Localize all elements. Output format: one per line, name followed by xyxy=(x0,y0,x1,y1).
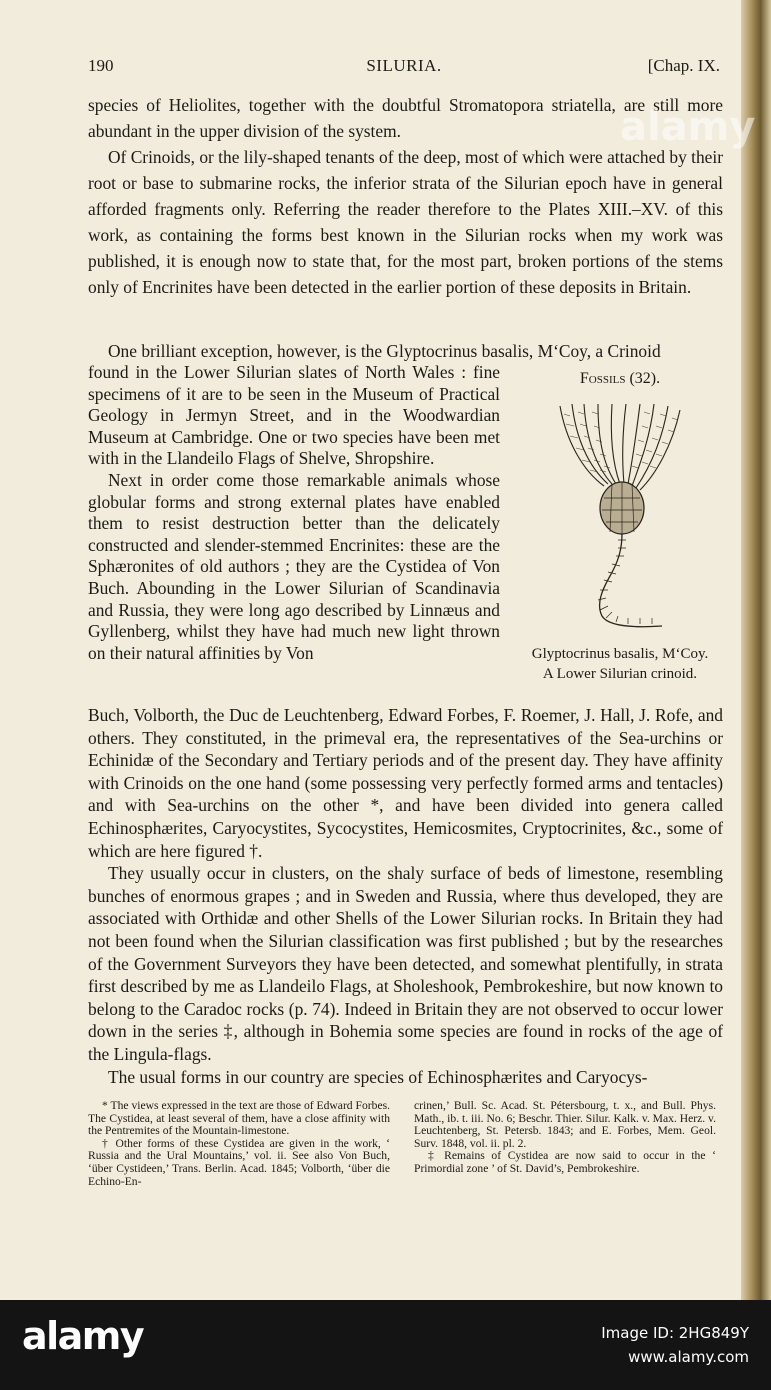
wrap-first-line xyxy=(88,338,723,364)
running-title: SILURIA. xyxy=(366,56,442,75)
image-id-label: Image ID: 2HG849Y xyxy=(601,1324,749,1342)
stock-watermark-bar xyxy=(0,1300,771,1390)
paragraph: species of Heliolites, together with the doubtful Stromatopora striatella, are still more abundant in the upper division of the system. xyxy=(88,95,723,141)
footnotes-left-column xyxy=(88,1100,390,1188)
figure-heading: Fossils (32). xyxy=(579,370,661,387)
text-block-bottom xyxy=(88,704,723,1088)
footnote: † Other forms of these Cystidea are given in the work, ‘ Russia and the Ural Mountains,’ vol. ii. See also Von Buch, ‘über Cystideen,’ Trans. Berlin. Acad. 1845; Volborth, ‘über die Echino-En- xyxy=(88,1136,390,1188)
site-url: www.alamy.com xyxy=(628,1348,749,1366)
paragraph: Of Crinoids, or the lily-shaped tenants of the deep, most of which were attached by their root or base to submarine rocks, the inferior strata of the Silurian epoch have in general afforded fragments only. Referring the reader therefore to the Plates XIII.–XV. of this work, as containing the forms best known in the Silurian rocks when my work was published, it is enough now to state that, for the most part, broken portions of the stems only of Encrinites have been detected in the earlier portion of these deposits in Britain. xyxy=(88,147,723,297)
footnote: crinen,’ Bull. Sc. Acad. St. Pétersbourg, t. x., and Bull. Phys. Math., ib. t. iii. No. 6; Beschr. Thier. Silur. Kalk. v. Max. Herz. v. Leuchtenberg, St. Petersb. 1843; and E. Forbes, Mem. Geol. Surv. 1848, vol. ii. pl. 2. xyxy=(414,1099,716,1150)
paragraph: They usually occur in clusters, on the shaly surface of beds of limestone, resembling bunches of enormous grapes ; and in Sweden and Russia, where thus developed, they are associated with Orthidæ and other Shells of the Lower Silurian rocks. In Britain they had not been found when the Silurian classification was first published ; but by the researches of the Government Surveyors they have been detected, and somewhat plentifully, in strata first described by me as Llandeilo Flags, at Sholeshook, Pembrokeshire, but now known to belong to the Caradoc rocks (p. 74). Indeed in Britain they are not observed to occur lower down in the series ‡, although in Bohemia some species are found in rocks of the age of the Lingula-flags. xyxy=(88,863,723,1064)
figure-caption-line-1: Glyptocrinus basalis, M‘Coy. xyxy=(531,646,709,662)
page-number: 190 xyxy=(88,56,114,75)
crinoid-illustration xyxy=(552,400,692,640)
alamy-logo: alamy xyxy=(22,1314,144,1358)
text-block-wrapped xyxy=(88,362,500,664)
paragraph: found in the Lower Silurian slates of North Wales : fine specimens of it are to be seen in the Museum of Practical Geology in Jermyn Street, and in the Woodwardian Museum at Cambridge. One or two species have been met with in the Llandeilo Flags of Shelve, Shropshire. xyxy=(88,362,500,469)
chapter-label: [Chap. IX. xyxy=(647,56,720,75)
paragraph: Buch, Volborth, the Duc de Leuchtenberg, Edward Forbes, F. Roemer, J. Hall, J. Rofe, and others. They constituted, in the primeval era, the representatives of the Sea-urchins or Echinidæ of the Secondary and Tertiary periods and of the present day. They have affinity with Crinoids on the one hand (some possessing very perfectly formed arms and tentacles) and with Sea-urchins on the other *, and have been divided into genera called Echinosphærites, Caryocystites, Sycocystites, Hemicosmites, Cryptocrinites, &c., some of which are here figured †. xyxy=(88,705,723,861)
footnote: * The views expressed in the text are those of Edward Forbes. The Cystidea, at least several of them, have a close affinity with the Pentremites of the Mountain-limestone. xyxy=(88,1099,390,1138)
book-spine-edge xyxy=(741,0,771,1300)
figure-glyptocrinus xyxy=(512,368,728,690)
running-header xyxy=(88,56,720,80)
paragraph: Next in order come those remarkable animals whose globular forms and strong external plates have enabled them to resist destruction better than the delicately constructed and slender-stemmed Encrinites: these are the Sphæronites of old authors ; they are the Cystidea of Von Buch. Abounding in the Lower Silurian of Scandinavia and Russia, they were long ago described by Linnæus and Gyllenberg, whilst they have had much new light thrown on their natural affinities by Von xyxy=(88,469,500,663)
paragraph-start: One brilliant exception, however, is the Glyptocrinus basalis, M‘Coy, a Crinoid xyxy=(108,341,661,361)
footnotes xyxy=(88,1100,724,1212)
footnote: ‡ Remains of Cystidea are now said to occur in the ‘ Primordial zone ’ of St. David’s, Pembrokeshire. xyxy=(414,1149,716,1175)
footnotes-right-column xyxy=(414,1100,716,1176)
paragraph: The usual forms in our country are species of Echinosphærites and Caryocys- xyxy=(108,1066,648,1087)
figure-caption-line-2: A Lower Silurian crinoid. xyxy=(542,666,698,682)
watermark-logo: alamy xyxy=(620,104,756,150)
